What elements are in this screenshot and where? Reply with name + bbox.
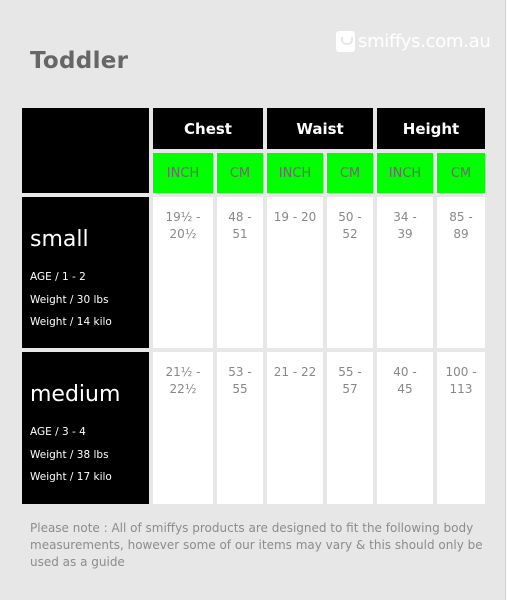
size-name: small <box>30 227 89 252</box>
weight-kilo-text: Weight / 14 kilo <box>30 316 112 328</box>
value-cell: 48 - 51 <box>217 197 263 348</box>
value-cell: 34 - 39 <box>377 197 433 348</box>
value-cell: 21 - 22 <box>267 352 323 504</box>
value-cell: 53 - 55 <box>217 352 263 504</box>
brand-logo <box>336 31 490 52</box>
unit-header-height-cm: CM <box>437 153 485 193</box>
value-cell: 40 - 45 <box>377 352 433 504</box>
size-row-label-medium <box>22 352 149 504</box>
logo-text: smiffys.com.au <box>358 31 491 52</box>
unit-header-height-inch: INCH <box>377 153 433 193</box>
size-name: medium <box>30 382 121 407</box>
age-text: AGE / 1 - 2 <box>30 271 86 283</box>
age-text: AGE / 3 - 4 <box>30 426 86 438</box>
value-cell: 21½ - 22½ <box>153 352 213 504</box>
column-header-waist: Waist <box>267 108 373 149</box>
unit-header-waist-inch: INCH <box>267 153 323 193</box>
size-info <box>30 426 112 494</box>
column-header-chest: Chest <box>153 108 263 149</box>
size-row-label-small <box>22 197 149 348</box>
unit-header-waist-cm: CM <box>327 153 373 193</box>
unit-header-chest-inch: INCH <box>153 153 213 193</box>
smiffys-logo-icon <box>336 31 355 52</box>
weight-kilo-text: Weight / 17 kilo <box>30 471 112 483</box>
weight-lbs-text: Weight / 30 lbs <box>30 293 109 306</box>
value-cell: 19 - 20 <box>267 197 323 348</box>
table-corner-cell <box>22 108 149 193</box>
value-cell: 100 - 113 <box>437 352 485 504</box>
weight-lbs-text: Weight / 38 lbs <box>30 448 109 461</box>
disclaimer-note: Please note : All of smiffys products are designed to fit the following body measurements, however some of our items may vary & this should only be used as a guide <box>30 521 483 569</box>
value-cell: 19½ - 20½ <box>153 197 213 348</box>
unit-header-chest-cm: CM <box>217 153 263 193</box>
page-title: Toddler <box>30 48 129 74</box>
column-header-height: Height <box>377 108 485 149</box>
value-cell: 55 - 57 <box>327 352 373 504</box>
value-cell: 85 - 89 <box>437 197 485 348</box>
value-cell: 50 - 52 <box>327 197 373 348</box>
size-info <box>30 271 112 339</box>
